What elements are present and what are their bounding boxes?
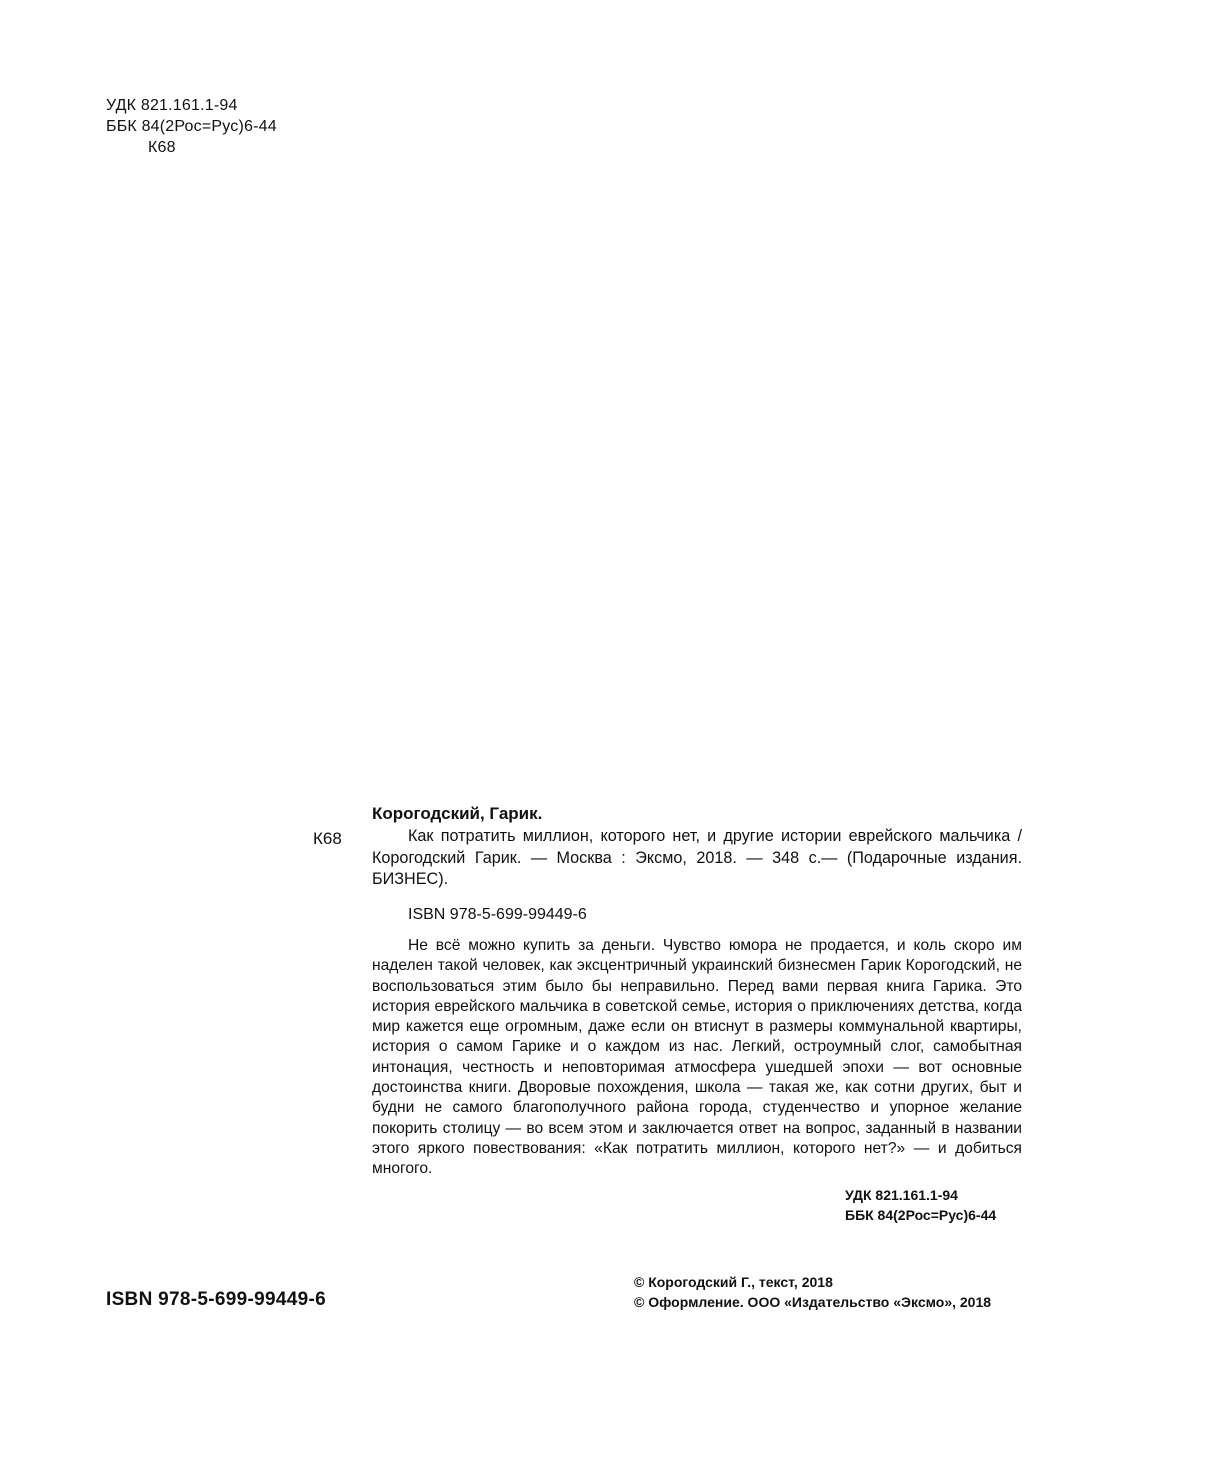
bottom-udk-code: УДК 821.161.1-94: [845, 1187, 958, 1203]
entry-isbn: ISBN 978-5-699-99449-6: [408, 906, 587, 923]
author-mark-code: К68: [148, 139, 176, 156]
author-heading: Корогодский, Гарик.: [372, 804, 543, 823]
bbk-code: ББК 84(2Рос=Рус)6-44: [106, 118, 277, 135]
copyright-text-line: © Корогодский Г., текст, 2018: [634, 1274, 833, 1290]
bottom-classification-codes: [845, 1185, 996, 1225]
top-classification-codes: [106, 95, 277, 158]
bottom-bbk-code: ББК 84(2Рос=Рус)6-44: [845, 1207, 997, 1223]
isbn-bold: ISBN 978-5-699-99449-6: [106, 1289, 326, 1310]
copyright-block: [634, 1272, 991, 1312]
annotation-paragraph: Не всё можно купить за деньги. Чувство юмора не продается, и коль скоро им наделен такой человек, как эксцентричный украинский бизнесмен Гарик Корогодский, не воспользоваться этим было бы неправильно. Перед вами первая книга Гарика. Это история еврейского мальчика в советской семье, история о приключениях детства, когда мир кажется еще огромным, даже если он втиснут в размеры коммунальной квартиры, история о самом Гарике и о каждом из нас. Легкий, остроумный слог, самобытная интонация, честность и неповторимая атмосфера ушедшей эпохи — вот основные достоинства книги. Дворовые похождения, школа — такая же, как сотни других, быт и будни не самого благополучного района города, студенчество и упорное желание покорить столицу — во всем этом и заключается ответ на вопрос, заданный в названии этого яркого повествования: «Как потратить миллион, которого нет?» — и добиться многого.: [372, 937, 1022, 1178]
bibliographic-description: Как потратить миллион, которого нет, и другие истории еврейского мальчика / Корогодский Гарик. — Москва : Эксмо, 2018. — 348 с.— (Подарочные издания. БИЗНЕС).: [372, 827, 1022, 888]
udk-code: УДК 821.161.1-94: [106, 97, 238, 114]
copyright-design-line: © Оформление. ООО «Издательство «Эксмо», 2018: [634, 1294, 992, 1310]
entry-author-mark: К68: [313, 829, 342, 848]
